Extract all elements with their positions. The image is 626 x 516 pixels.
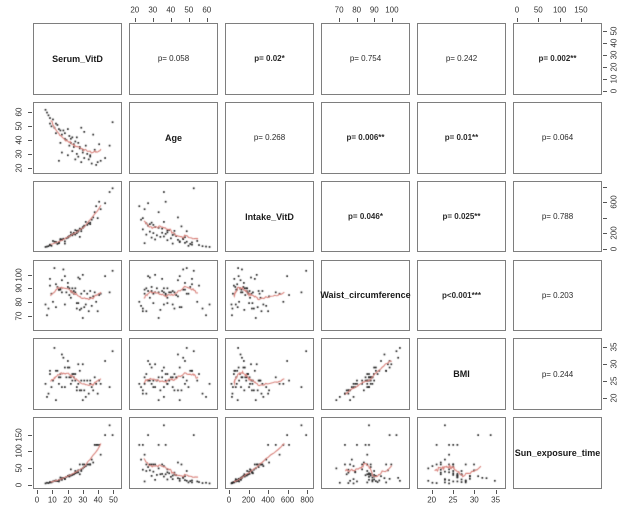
left-axis-tick <box>28 140 32 141</box>
bottom-axis-tick-label: 30 <box>78 495 88 505</box>
bottom-axis-tick <box>453 490 454 494</box>
pvalue-panel-age-bmi <box>417 102 506 174</box>
left-axis-tick-label: 150 <box>14 427 24 442</box>
left-axis-tick <box>28 468 32 469</box>
scatter-canvas <box>130 260 217 330</box>
scatter-panel-waist_circumference-serum_vitd <box>33 260 122 332</box>
scatter-canvas <box>34 418 121 488</box>
p-value-label: p= 0.058 <box>157 54 190 64</box>
top-axis-tick <box>560 18 561 22</box>
p-value-label: p= 0.268 <box>253 133 286 143</box>
left-axis-tick <box>28 316 32 317</box>
bottom-axis-tick <box>474 490 475 494</box>
left-axis-tick-label: 90 <box>14 284 24 293</box>
left-axis-tick-label: 100 <box>14 444 24 459</box>
right-axis-tick-label: 35 <box>609 342 619 352</box>
bottom-axis-tick-label: 25 <box>448 495 458 505</box>
top-axis-tick <box>189 18 190 22</box>
left-axis-tick-label: 70 <box>14 311 24 321</box>
left-axis-tick <box>28 275 32 276</box>
bottom-axis-tick <box>113 490 114 494</box>
scatter-canvas <box>322 418 409 488</box>
right-axis-tick-label: 25 <box>609 376 619 386</box>
bottom-axis-tick-label: 50 <box>108 495 118 505</box>
p-value-label: p= 0.025** <box>442 212 481 222</box>
scatter-canvas <box>226 418 313 488</box>
scatter-panel-waist_circumference-age <box>129 260 218 332</box>
bottom-axis-tick <box>249 490 250 494</box>
right-axis-tick <box>603 364 607 365</box>
right-axis-tick-label: 20 <box>609 62 619 72</box>
scatter-canvas <box>34 260 121 330</box>
left-axis-tick <box>28 126 32 127</box>
p-value-label: p= 0.242 <box>445 54 478 64</box>
left-axis-tick-label: 80 <box>14 297 24 307</box>
left-axis-tick-label: 0 <box>14 482 24 488</box>
bottom-axis-tick-label: 20 <box>63 495 73 505</box>
top-axis-tick-label: 50 <box>184 5 194 15</box>
right-axis-tick-label: 30 <box>609 50 619 60</box>
bottom-axis-tick <box>229 490 230 494</box>
bottom-axis-tick-label: 400 <box>261 495 275 505</box>
scatter-canvas <box>34 182 121 252</box>
scatter-canvas <box>130 339 217 409</box>
p-value-label: p= 0.754 <box>349 54 382 64</box>
scatter-panel-sun_exposure_time-age <box>129 417 218 489</box>
top-axis-tick-label: 20 <box>130 5 140 15</box>
top-axis-tick <box>357 18 358 22</box>
scatter-panel-intake_vitd-age <box>129 181 218 253</box>
variable-name-label: Sun_exposure_time <box>514 448 601 459</box>
right-axis-tick-label: 50 <box>609 26 619 36</box>
top-axis-tick <box>517 18 518 22</box>
bottom-axis-tick-label: 0 <box>34 495 40 505</box>
scatter-panel-sun_exposure_time-intake_vitd <box>225 417 314 489</box>
pvalue-panel-intake_vitd-sun_exposure_time <box>513 181 602 253</box>
scatter-panel-bmi-waist_circumference <box>321 338 410 410</box>
left-axis-tick <box>28 112 32 113</box>
bottom-axis-tick <box>288 490 289 494</box>
bottom-axis-tick <box>432 490 433 494</box>
bottom-axis-tick <box>307 490 308 494</box>
bottom-axis-tick-label: 40 <box>93 495 103 505</box>
variable-name-label: Serum_VitD <box>52 53 103 64</box>
diagonal-panel-waist_circumference <box>321 260 410 332</box>
p-value-label: p= 0.02* <box>254 54 285 64</box>
diagonal-panel-age <box>129 102 218 174</box>
top-axis-tick-label: 90 <box>369 5 379 15</box>
bottom-axis-tick-label: 600 <box>280 495 295 505</box>
top-axis-tick <box>153 18 154 22</box>
left-axis-tick <box>28 451 32 452</box>
variable-name-label: Age <box>164 132 182 143</box>
pvalue-panel-serum_vitd-intake_vitd <box>225 23 314 95</box>
right-axis-tick <box>603 249 607 250</box>
p-value-label: p= 0.244 <box>541 369 574 379</box>
left-axis-tick-label: 60 <box>14 107 24 116</box>
scatter-canvas <box>226 339 313 409</box>
bottom-axis-tick <box>68 490 69 494</box>
bottom-axis-tick <box>83 490 84 494</box>
scatter-panel-bmi-serum_vitd <box>33 338 122 410</box>
p-value-label: p= 0.064 <box>541 133 574 143</box>
scatter-canvas <box>130 182 217 252</box>
right-axis-tick-label: 0 <box>609 88 619 94</box>
right-axis-tick <box>603 233 607 234</box>
scatter-canvas <box>226 260 313 330</box>
scatter-canvas <box>418 418 505 488</box>
scatter-panel-age-serum_vitd <box>33 102 122 174</box>
right-axis-tick <box>603 91 607 92</box>
scatter-canvas <box>34 339 121 409</box>
top-axis-tick-label: 60 <box>202 5 212 15</box>
right-axis-tick <box>603 398 607 399</box>
bottom-axis-tick-label: 30 <box>469 495 479 505</box>
pvalue-panel-serum_vitd-sun_exposure_time <box>513 23 602 95</box>
right-axis-tick <box>603 31 607 32</box>
left-axis-tick-label: 100 <box>14 267 24 282</box>
p-value-label: p<0.001*** <box>442 290 481 300</box>
left-axis-tick-label: 40 <box>14 135 24 145</box>
top-axis-tick-label: 40 <box>166 5 176 15</box>
p-value-label: p= 0.788 <box>541 212 574 222</box>
left-axis-tick <box>28 154 32 155</box>
top-axis-tick <box>339 18 340 22</box>
bottom-axis-tick-label: 0 <box>226 495 232 505</box>
p-value-label: p= 0.203 <box>541 290 574 300</box>
variable-name-label: BMI <box>453 369 470 380</box>
bottom-axis-tick <box>496 490 497 494</box>
top-axis-tick <box>171 18 172 22</box>
right-axis-tick-label: 200 <box>609 226 619 240</box>
p-value-label: p= 0.002** <box>538 54 577 64</box>
scatter-panel-bmi-intake_vitd <box>225 338 314 410</box>
left-axis-tick-label: 50 <box>14 121 24 131</box>
diagonal-panel-bmi <box>417 338 506 410</box>
pvalue-panel-intake_vitd-bmi <box>417 181 506 253</box>
scatter-panel-sun_exposure_time-serum_vitd <box>33 417 122 489</box>
right-axis-tick-label: 600 <box>609 195 619 210</box>
bottom-axis-tick <box>268 490 269 494</box>
scatter-panel-intake_vitd-serum_vitd <box>33 181 122 253</box>
right-axis-tick <box>603 218 607 219</box>
diagonal-panel-sun_exposure_time <box>513 417 602 489</box>
right-axis-tick-label: 10 <box>609 74 619 84</box>
scatter-canvas <box>322 339 409 409</box>
pvalue-panel-bmi-sun_exposure_time <box>513 338 602 410</box>
bottom-axis-tick-label: 200 <box>241 495 256 505</box>
pvalue-panel-waist_circumference-sun_exposure_time <box>513 260 602 332</box>
left-axis-tick <box>28 288 32 289</box>
pvalue-panel-serum_vitd-age <box>129 23 218 95</box>
bottom-axis-tick-label: 10 <box>47 495 57 505</box>
top-axis-tick-label: 100 <box>385 5 399 15</box>
p-value-label: p= 0.006** <box>346 133 385 143</box>
right-axis-tick <box>603 79 607 80</box>
left-axis-tick <box>28 302 32 303</box>
left-axis-tick <box>28 485 32 486</box>
right-axis-tick <box>603 67 607 68</box>
top-axis-tick-label: 150 <box>574 5 588 15</box>
variable-name-label: Waist_circumference <box>320 290 411 301</box>
left-axis-tick-label: 20 <box>14 163 24 173</box>
top-axis-tick <box>581 18 582 22</box>
left-axis-tick <box>28 168 32 169</box>
top-axis-tick-label: 0 <box>514 5 520 15</box>
p-value-label: p= 0.046* <box>348 212 383 222</box>
top-axis-tick <box>374 18 375 22</box>
scatter-panel-waist_circumference-intake_vitd <box>225 260 314 332</box>
top-axis-tick-label: 50 <box>533 5 543 15</box>
scatter-canvas <box>34 103 121 173</box>
top-axis-tick <box>135 18 136 22</box>
bottom-axis-tick <box>98 490 99 494</box>
bottom-axis-tick <box>52 490 53 494</box>
variable-name-label: Intake_VitD <box>245 211 294 222</box>
bottom-axis-tick-label: 35 <box>491 495 501 505</box>
top-axis-tick-label: 80 <box>352 5 362 15</box>
right-axis-tick-label: 20 <box>609 393 619 403</box>
pvalue-panel-serum_vitd-bmi <box>417 23 506 95</box>
top-axis-tick <box>207 18 208 22</box>
pvalue-panel-serum_vitd-waist_circumference <box>321 23 410 95</box>
bottom-axis-tick-label: 20 <box>427 495 437 505</box>
bottom-axis-tick <box>37 490 38 494</box>
scatter-panel-sun_exposure_time-waist_circumference <box>321 417 410 489</box>
right-axis-tick <box>603 347 607 348</box>
right-axis-tick <box>603 381 607 382</box>
bottom-axis-tick-label: 800 <box>300 495 314 505</box>
right-axis-tick-label: 40 <box>609 38 619 48</box>
pvalue-panel-age-sun_exposure_time <box>513 102 602 174</box>
right-axis-tick <box>603 55 607 56</box>
left-axis-tick <box>28 435 32 436</box>
diagonal-panel-serum_vitd <box>33 23 122 95</box>
left-axis-tick-label: 50 <box>14 463 24 473</box>
top-axis-tick-label: 70 <box>334 5 344 15</box>
scatter-panel-sun_exposure_time-bmi <box>417 417 506 489</box>
pvalue-panel-intake_vitd-waist_circumference <box>321 181 410 253</box>
scatter-panel-bmi-age <box>129 338 218 410</box>
top-axis-tick <box>538 18 539 22</box>
p-value-label: p= 0.01** <box>444 133 479 143</box>
top-axis-tick-label: 100 <box>552 5 567 15</box>
right-axis-tick <box>603 202 607 203</box>
top-axis-tick-label: 30 <box>148 5 158 15</box>
right-axis-tick-label: 30 <box>609 359 619 369</box>
right-axis-tick-label: 0 <box>609 246 619 251</box>
top-axis-tick <box>392 18 393 22</box>
pvalue-panel-age-intake_vitd <box>225 102 314 174</box>
scatter-canvas <box>130 418 217 488</box>
right-axis-tick <box>603 43 607 44</box>
right-axis-tick <box>603 187 607 188</box>
pvalue-panel-age-waist_circumference <box>321 102 410 174</box>
left-axis-tick-label: 30 <box>14 149 24 159</box>
pvalue-panel-waist_circumference-bmi <box>417 260 506 332</box>
diagonal-panel-intake_vitd <box>225 181 314 253</box>
